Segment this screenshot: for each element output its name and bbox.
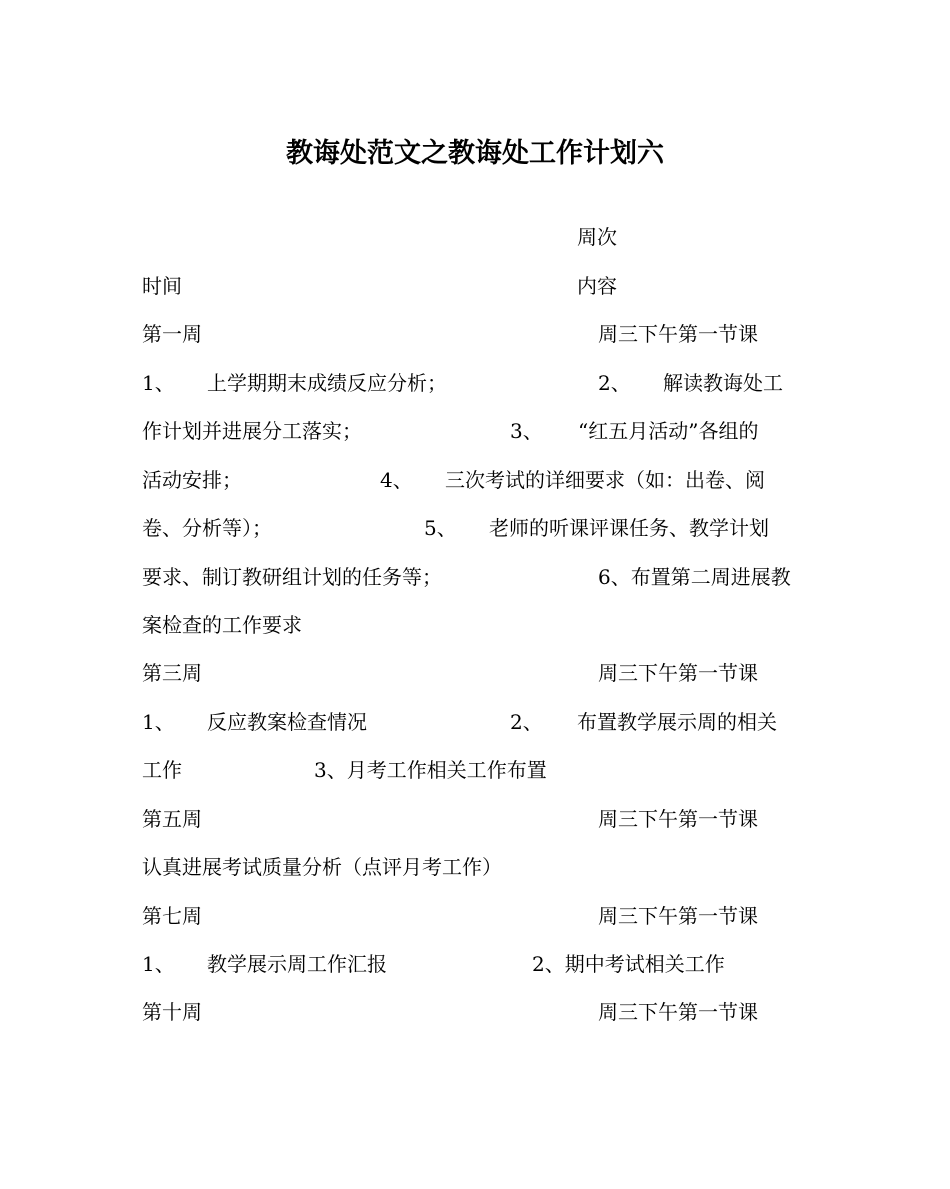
week-name: 第一周 — [142, 322, 202, 346]
week-name: 第七周 — [142, 904, 202, 928]
item-text: 反应教案检查情况 — [207, 710, 367, 734]
time-label: 时间 — [142, 274, 182, 298]
item-number: 2、 — [510, 710, 543, 734]
session-time: 周三下午第一节课 — [598, 904, 758, 928]
item-text: 活动安排； — [142, 468, 242, 492]
session-time: 周三下午第一节课 — [598, 1000, 758, 1024]
item-number: 5、 — [424, 516, 457, 540]
item-number: 1、 — [142, 371, 175, 395]
item-number: 2、 — [598, 371, 631, 395]
session-time: 周三下午第一节课 — [598, 322, 758, 346]
item-number: 1、 — [142, 952, 175, 976]
week-name: 第三周 — [142, 661, 202, 685]
item-text: 卷、分析等）； — [142, 516, 272, 540]
week-label: 周次 — [577, 225, 617, 249]
item-text: 6、布置第二周进展教 — [598, 565, 791, 589]
item-text: 老师的听课评课任务、教学计划 — [489, 516, 769, 540]
item-text: 2、期中考试相关工作 — [532, 952, 725, 976]
session-time: 周三下午第一节课 — [598, 661, 758, 685]
item-text: 上学期期末成绩反应分析； — [207, 371, 447, 395]
item-text: 三次考试的详细要求（如：出卷、阅 — [445, 468, 765, 492]
item-number: 1、 — [142, 710, 175, 734]
week-name: 第五周 — [142, 807, 202, 831]
item-text: 作计划并进展分工落实； — [142, 419, 362, 443]
item-text: 布置教学展示周的相关 — [577, 710, 777, 734]
item-text: 认真进展考试质量分析（点评月考工作） — [142, 855, 502, 879]
item-text: 3、月考工作相关工作布置 — [314, 758, 547, 782]
item-text: 教学展示周工作汇报 — [207, 952, 387, 976]
item-text: 要求、制订教研组计划的任务等； — [142, 565, 442, 589]
item-text: “红五月活动”各组的 — [578, 419, 759, 443]
item-number: 4、 — [380, 468, 413, 492]
item-text: 工作 — [142, 758, 182, 782]
document-title: 教诲处范文之教诲处工作计划六 — [286, 138, 664, 169]
item-text: 案检查的工作要求 — [142, 613, 302, 637]
content-label: 内容 — [577, 274, 617, 298]
session-time: 周三下午第一节课 — [598, 807, 758, 831]
item-text: 解读教诲处工 — [663, 371, 783, 395]
week-name: 第十周 — [142, 1000, 202, 1024]
item-number: 3、 — [510, 419, 543, 443]
